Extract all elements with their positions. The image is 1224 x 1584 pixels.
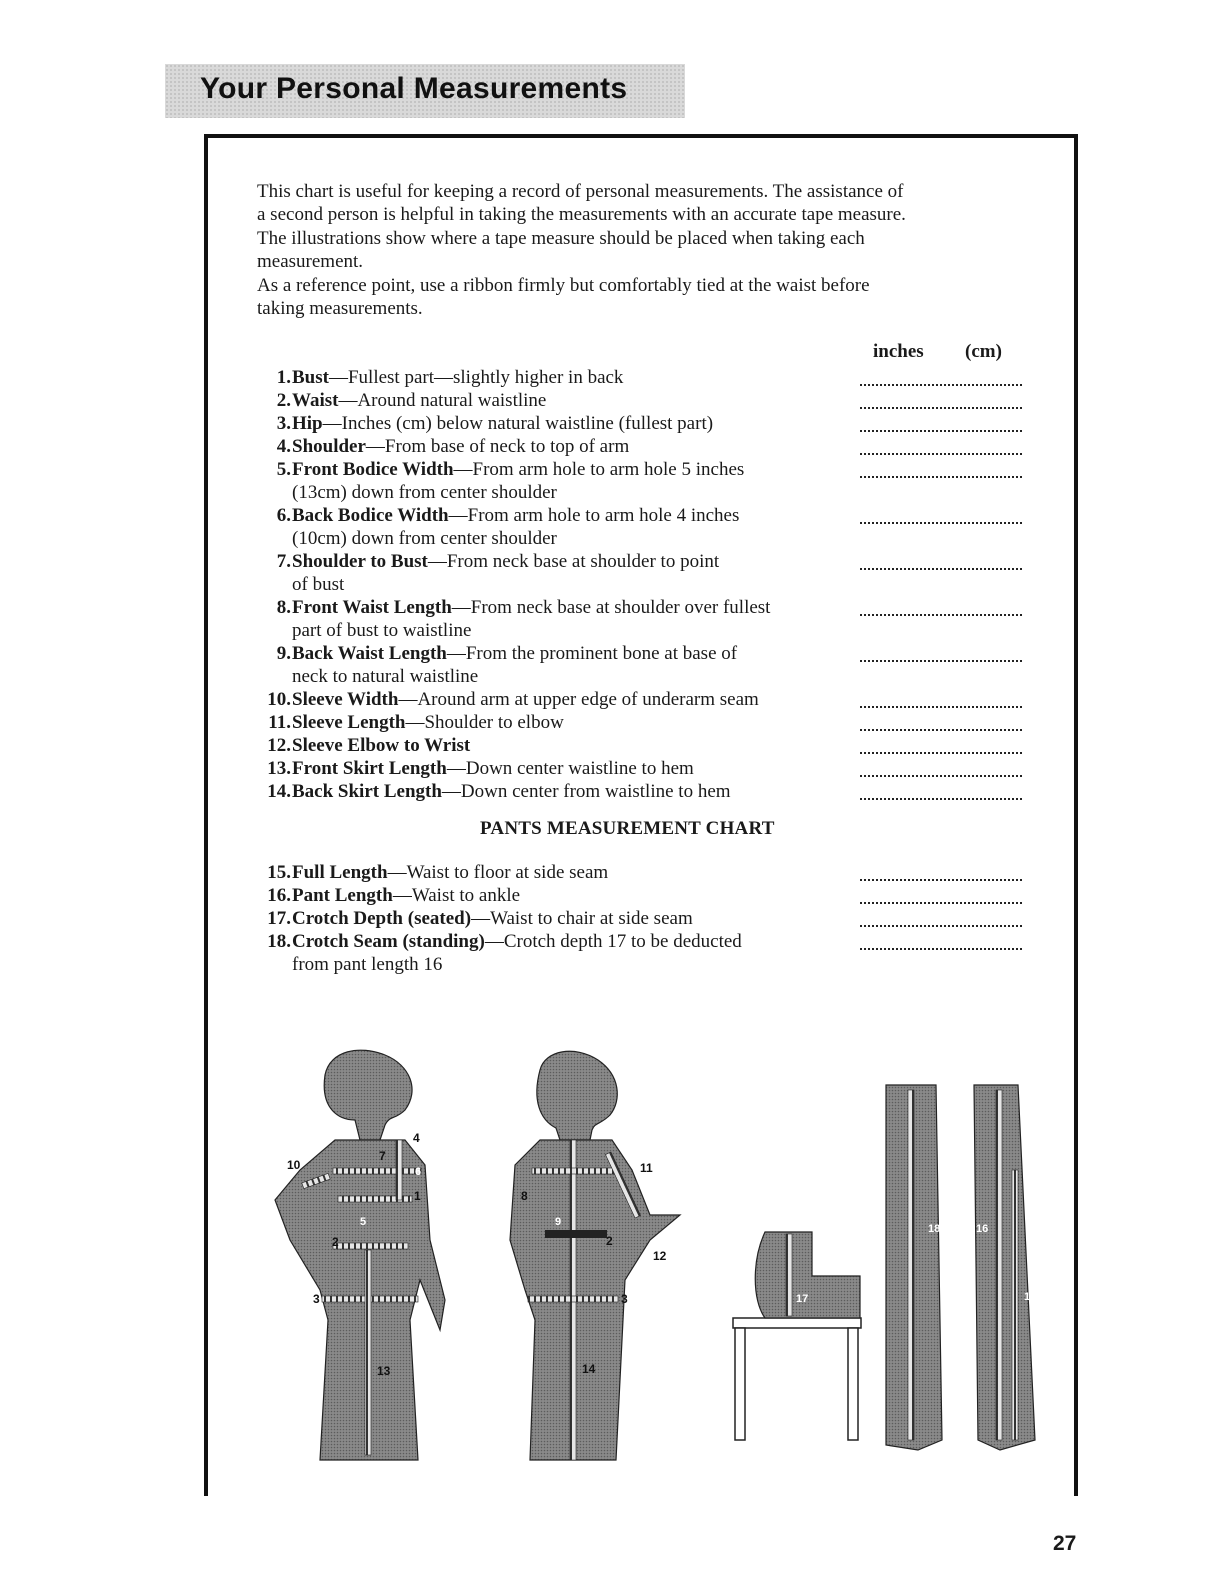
seated-pants-illustration <box>733 1232 861 1440</box>
measurement-number: 7. <box>276 551 291 572</box>
illus-label: 14 <box>582 1362 596 1376</box>
illus-label: 15 <box>1024 1291 1037 1303</box>
measurement-detail: —Around arm at upper edge of underarm seam <box>398 689 759 710</box>
illus-label: 1 <box>414 1189 421 1203</box>
measurement-detail: —From neck base at shoulder over fullest <box>451 597 771 618</box>
measurement-number: 17. <box>267 908 291 929</box>
measurement-number: 8. <box>276 597 291 618</box>
measurement-number: 13. <box>267 758 291 779</box>
measurement-number: 4. <box>276 436 291 457</box>
measurement-detail: —Shoulder to elbow <box>405 712 564 733</box>
measurement-name: Shoulder to Bust <box>292 551 428 572</box>
measurement-detail: —Waist to floor at side seam <box>387 862 609 883</box>
measurement-number: 3. <box>276 413 291 434</box>
measurement-name: Hip <box>292 413 323 434</box>
measurement-number: 6. <box>276 505 291 526</box>
pants-chart-heading: PANTS MEASUREMENT CHART <box>480 818 775 839</box>
measurement-number: 18. <box>267 931 291 952</box>
measurement-detail: —Inches (cm) below natural waistline (fullest part) <box>322 413 714 434</box>
measurement-name: Pant Length <box>292 885 393 906</box>
illus-label: 16 <box>976 1223 989 1235</box>
measurement-name: Front Skirt Length <box>292 758 447 779</box>
measurement-number: 5. <box>276 459 291 480</box>
measurement-detail: —From neck base at shoulder to point <box>427 551 720 572</box>
measurement-number: 1. <box>276 367 291 388</box>
measurement-number: 11. <box>268 712 291 733</box>
intro-line: measurement. <box>257 251 364 273</box>
illus-label: 3 <box>621 1292 628 1306</box>
illus-label: 3 <box>313 1292 320 1306</box>
measurement-detail: —Crotch depth 17 to be deducted <box>484 931 742 952</box>
measurement-number: 10. <box>267 689 291 710</box>
measurement-detail: —From the prominent bone at base of <box>446 643 738 664</box>
measurement-name: Back Waist Length <box>292 643 447 664</box>
illus-label: 10 <box>287 1158 301 1172</box>
measurement-name: Crotch Seam (standing) <box>292 931 485 952</box>
illus-label: 11 <box>640 1161 653 1175</box>
measurement-name: Shoulder <box>292 436 366 457</box>
measurement-detail: —Waist to chair at side seam <box>471 908 693 929</box>
illus-label: 9 <box>555 1216 562 1228</box>
measurement-name: Back Bodice Width <box>292 505 449 526</box>
intro-line: a second person is helpful in taking the measurements with an accurate tape measure. <box>257 204 906 226</box>
measurement-number: 16. <box>267 885 291 906</box>
page-title: Your Personal Measurements <box>200 72 628 105</box>
measurement-detail: —Waist to ankle <box>392 885 521 906</box>
measurement-detail: —Around natural waistline <box>338 390 547 411</box>
measurement-detail-cont: neck to natural waistline <box>292 666 479 687</box>
measurement-detail-cont: (13cm) down from center shoulder <box>292 482 557 503</box>
illus-label: 17 <box>796 1293 809 1305</box>
illus-label: 6 <box>415 1166 422 1178</box>
measurement-name: Waist <box>292 390 339 411</box>
illus-label: 5 <box>360 1216 367 1228</box>
measurement-number: 14. <box>267 781 291 802</box>
illus-label: 12 <box>653 1249 667 1263</box>
illus-label: 2 <box>332 1235 339 1249</box>
measurement-detail: —Fullest part—slightly higher in back <box>328 367 624 388</box>
measurement-name: Bust <box>292 367 329 388</box>
measurement-name: Back Skirt Length <box>292 781 442 802</box>
measurement-name: Sleeve Width <box>292 689 399 710</box>
intro-line: taking measurements. <box>257 298 423 320</box>
measurement-number: 9. <box>276 643 291 664</box>
measurement-detail: —From arm hole to arm hole 5 inches <box>453 459 745 480</box>
measurement-detail: —Down center waistline to hem <box>446 758 694 779</box>
intro-line: As a reference point, use a ribbon firmly but comfortably tied at the waist before <box>257 274 870 296</box>
measurement-name: Front Waist Length <box>292 597 452 618</box>
measurement-detail-cont: part of bust to waistline <box>292 620 472 641</box>
measurement-detail: —Down center from waistline to hem <box>441 781 731 802</box>
measurement-number: 15. <box>267 862 291 883</box>
measurement-name: Sleeve Elbow to Wrist <box>292 735 471 756</box>
illus-label: 4 <box>413 1131 420 1145</box>
page-number: 27 <box>1053 1532 1077 1555</box>
measurement-name: Crotch Depth (seated) <box>292 908 472 929</box>
pants-side-illustration <box>974 1085 1036 1450</box>
intro-line: This chart is useful for keeping a record of personal measurements. The assistance of <box>257 181 904 202</box>
illus-label: 13 <box>377 1364 391 1378</box>
front-figure-illustration <box>275 1050 445 1460</box>
column-header-inches: inches <box>873 341 924 362</box>
measurement-name: Sleeve Length <box>292 712 406 733</box>
measurement-detail-cont: (10cm) down from center shoulder <box>292 528 557 549</box>
illus-label: 18 <box>928 1223 941 1235</box>
illus-label: 8 <box>521 1189 528 1203</box>
back-figure-illustration <box>510 1051 680 1460</box>
intro-line: The illustrations show where a tape measure should be placed when taking each <box>257 227 865 249</box>
measurement-name: Full Length <box>292 862 388 883</box>
measurement-detail-cont: from pant length 16 <box>292 954 443 975</box>
illus-label: 7 <box>379 1149 386 1163</box>
measurement-detail: —From arm hole to arm hole 4 inches <box>448 505 740 526</box>
column-header-cm: (cm) <box>965 341 1002 362</box>
measurement-number: 2. <box>276 390 291 411</box>
pants-front-illustration <box>886 1085 942 1450</box>
illus-label: 2 <box>606 1234 613 1248</box>
measurement-name: Front Bodice Width <box>292 459 454 480</box>
measurement-number: 12. <box>267 735 291 756</box>
measurement-detail-cont: of bust <box>292 574 345 595</box>
measurement-detail: —From base of neck to top of arm <box>365 436 630 457</box>
